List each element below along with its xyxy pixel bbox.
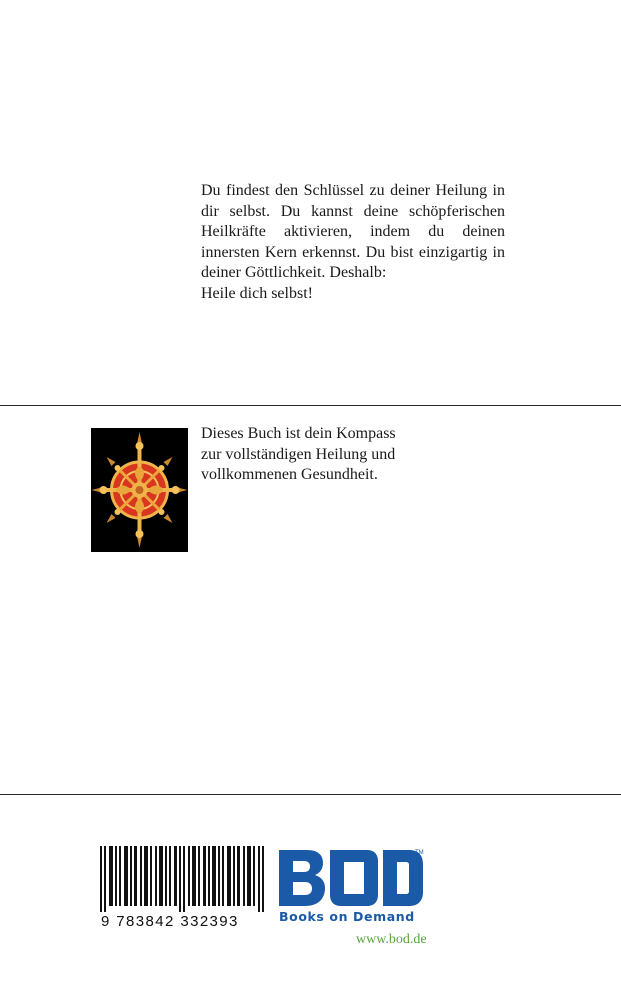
blurb-line: Du findest den Schlüssel zu deiner Heilung in [201, 182, 505, 199]
isbn-digits: 9 783842 332393 [101, 913, 239, 930]
divider-bottom [0, 794, 621, 795]
blurb-line: dir selbst. Du kannst deine schöpferischen [201, 202, 505, 220]
blurb-line: innersten Kern erkennst. Du bist einzigartig in [201, 243, 505, 261]
tagline-line: Dieses Buch ist dein Kompass [201, 425, 396, 442]
blurb-line: Heilkräfte aktivieren, indem du deinen [201, 223, 505, 240]
bod-logo-icon [277, 848, 427, 908]
tagline-text [201, 424, 461, 486]
isbn-barcode [100, 846, 265, 912]
publisher-subtitle: Books on Demand [279, 909, 415, 924]
compass-wheel-icon [91, 428, 188, 552]
blurb-line: Heile dich selbst! [201, 284, 313, 302]
publisher-url[interactable]: www.bod.de [356, 932, 427, 947]
blurb-text [201, 181, 505, 304]
tagline-line: zur vollständigen Heilung und [201, 445, 396, 463]
trademark-label: TM [415, 850, 424, 856]
divider-top [0, 405, 621, 406]
tagline-line: vollkommenen Gesundheit. [201, 466, 378, 483]
blurb-line: deiner Göttlichkeit. Deshalb: [201, 264, 387, 281]
